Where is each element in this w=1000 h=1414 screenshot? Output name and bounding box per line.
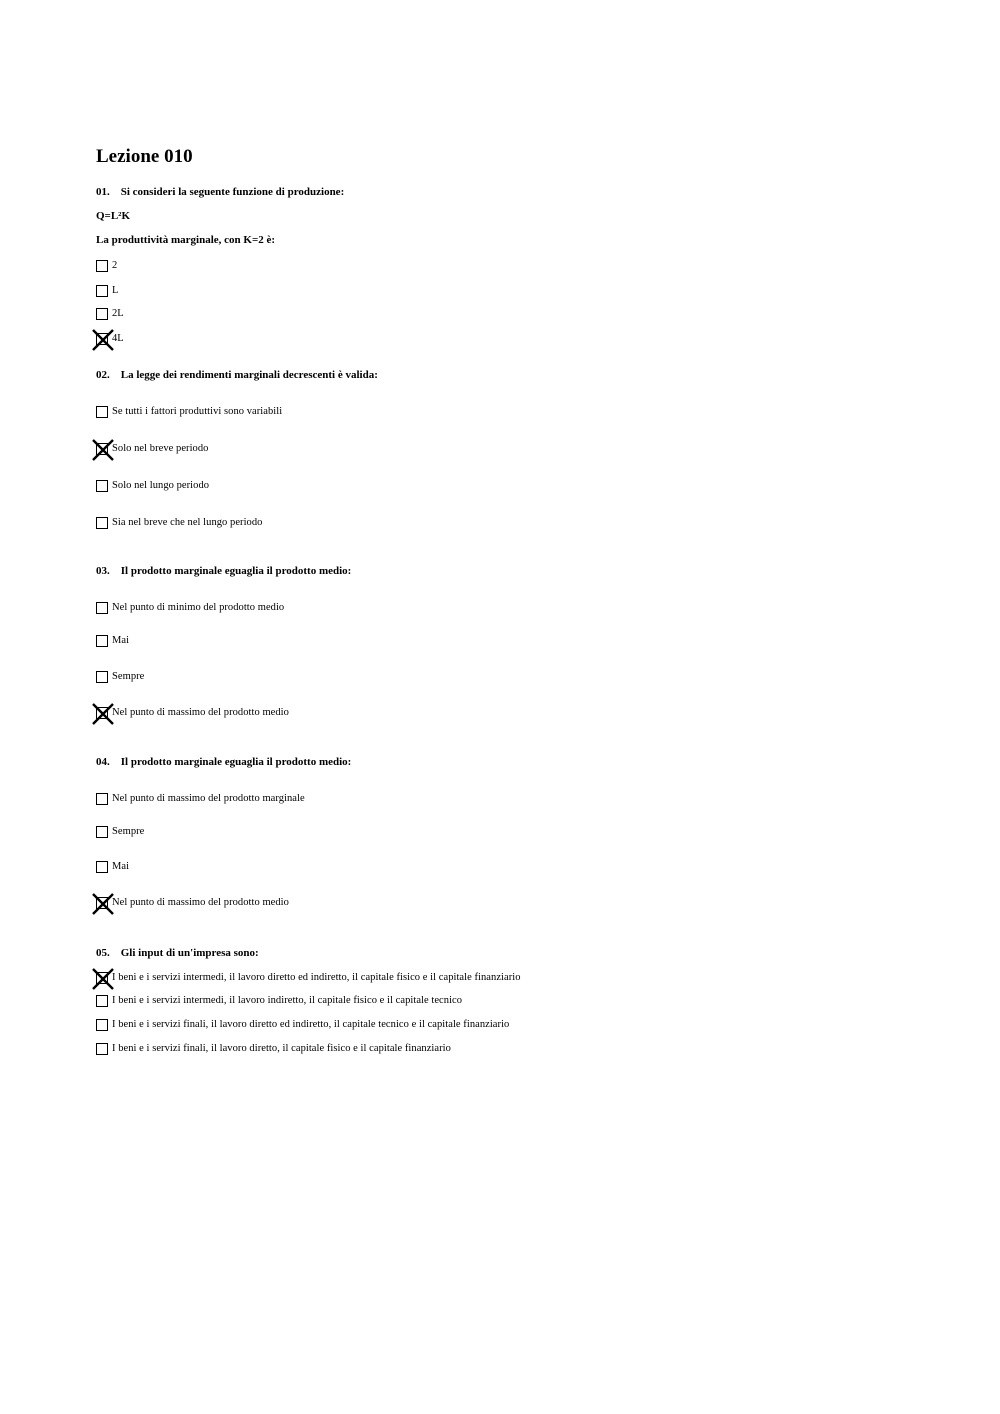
question-1-number: 01.: [96, 186, 110, 198]
question-2-option-2[interactable]: [96, 440, 208, 456]
question-1-heading: [96, 186, 344, 198]
option-label: I beni e i servizi intermedi, il lavoro indiretto, il capitale fisico e il capitale tecnico: [112, 994, 463, 1006]
question-1-prompt: La produttività marginale, con K=2 è:: [96, 234, 276, 246]
option-label: Nel punto di massimo del prodotto marginale: [112, 792, 305, 804]
question-5-heading: [96, 947, 259, 959]
option-label: Nel punto di massimo del prodotto medio: [112, 706, 289, 718]
question-5-number: 05.: [96, 947, 110, 959]
checkbox[interactable]: [96, 793, 108, 805]
question-5-option-1[interactable]: [96, 969, 521, 985]
option-label: Mai: [112, 634, 130, 646]
question-3-option-2[interactable]: [96, 632, 129, 648]
option-label: 2L: [112, 307, 124, 319]
checkbox[interactable]: [96, 517, 108, 529]
cross-mark-icon: [92, 893, 114, 915]
checkbox-checked[interactable]: [96, 972, 108, 984]
option-label: L: [112, 284, 119, 296]
question-4-heading: [96, 756, 351, 768]
question-2-heading: [96, 369, 378, 381]
question-3-option-1[interactable]: [96, 599, 284, 615]
question-4-number: 04.: [96, 756, 110, 768]
question-2-number: 02.: [96, 369, 110, 381]
option-label: I beni e i servizi finali, il lavoro diretto, il capitale fisico e il capitale finanziario: [112, 1042, 451, 1054]
checkbox[interactable]: [96, 671, 108, 683]
option-label: Nel punto di minimo del prodotto medio: [112, 601, 285, 613]
cross-mark-icon: [92, 439, 114, 461]
checkbox[interactable]: [96, 480, 108, 492]
option-label: Se tutti i fattori produttivi sono variabili: [112, 405, 283, 417]
question-5-option-4[interactable]: [96, 1040, 451, 1056]
checkbox[interactable]: [96, 1043, 108, 1055]
checkbox[interactable]: [96, 308, 108, 320]
page-title: Lezione 010: [96, 146, 193, 167]
option-label: Solo nel breve periodo: [112, 442, 209, 454]
cross-mark-icon: [92, 968, 114, 990]
checkbox[interactable]: [96, 826, 108, 838]
checkbox-checked[interactable]: [96, 897, 108, 909]
option-label: I beni e i servizi finali, il lavoro diretto ed indiretto, il capitale tecnico e il capitale finanziario: [112, 1018, 510, 1030]
question-2-option-3[interactable]: [96, 477, 209, 493]
question-2-option-1[interactable]: [96, 403, 282, 419]
option-label: Solo nel lungo periodo: [112, 479, 210, 491]
question-3-option-3[interactable]: [96, 668, 144, 684]
question-5-text: Gli input di un'impresa sono:: [120, 947, 259, 959]
checkbox-checked[interactable]: [96, 707, 108, 719]
question-4-text: Il prodotto marginale eguaglia il prodotto medio:: [120, 756, 352, 768]
cross-mark-icon: [92, 703, 114, 725]
checkbox[interactable]: [96, 861, 108, 873]
question-2-text: La legge dei rendimenti marginali decrescenti è valida:: [120, 369, 378, 381]
question-1-option-4[interactable]: [96, 330, 124, 346]
question-1-formula: Q=L²K: [96, 210, 131, 222]
option-label: Nel punto di massimo del prodotto medio: [112, 896, 289, 908]
option-label: Sempre: [112, 670, 145, 682]
cross-mark-icon: [92, 329, 114, 351]
checkbox[interactable]: [96, 406, 108, 418]
question-4-option-4[interactable]: [96, 894, 289, 910]
question-4-option-2[interactable]: [96, 823, 144, 839]
question-3-number: 03.: [96, 565, 110, 577]
checkbox[interactable]: [96, 260, 108, 272]
question-3-heading: [96, 565, 351, 577]
question-2-option-4[interactable]: [96, 514, 262, 530]
question-5-option-2[interactable]: [96, 992, 462, 1008]
checkbox-checked[interactable]: [96, 333, 108, 345]
checkbox[interactable]: [96, 635, 108, 647]
question-1-option-1[interactable]: [96, 257, 117, 273]
question-4-option-3[interactable]: [96, 858, 129, 874]
checkbox-checked[interactable]: [96, 443, 108, 455]
question-4-option-1[interactable]: [96, 790, 305, 806]
checkbox[interactable]: [96, 1019, 108, 1031]
question-3-option-4[interactable]: [96, 704, 289, 720]
option-label: Sempre: [112, 825, 145, 837]
question-5-option-3[interactable]: [96, 1016, 509, 1032]
option-label: 2: [112, 259, 118, 271]
checkbox[interactable]: [96, 995, 108, 1007]
option-label: I beni e i servizi intermedi, il lavoro diretto ed indiretto, il capitale fisico e il capitale finanziario: [112, 971, 521, 983]
checkbox[interactable]: [96, 285, 108, 297]
option-label: Sia nel breve che nel lungo periodo: [112, 516, 263, 528]
question-1-option-3[interactable]: [96, 305, 124, 321]
question-3-text: Il prodotto marginale eguaglia il prodotto medio:: [120, 565, 352, 577]
option-label: 4L: [112, 332, 124, 344]
option-label: Mai: [112, 860, 130, 872]
question-1-option-2[interactable]: [96, 282, 118, 298]
question-1-text: Si consideri la seguente funzione di produzione:: [120, 186, 345, 198]
checkbox[interactable]: [96, 602, 108, 614]
